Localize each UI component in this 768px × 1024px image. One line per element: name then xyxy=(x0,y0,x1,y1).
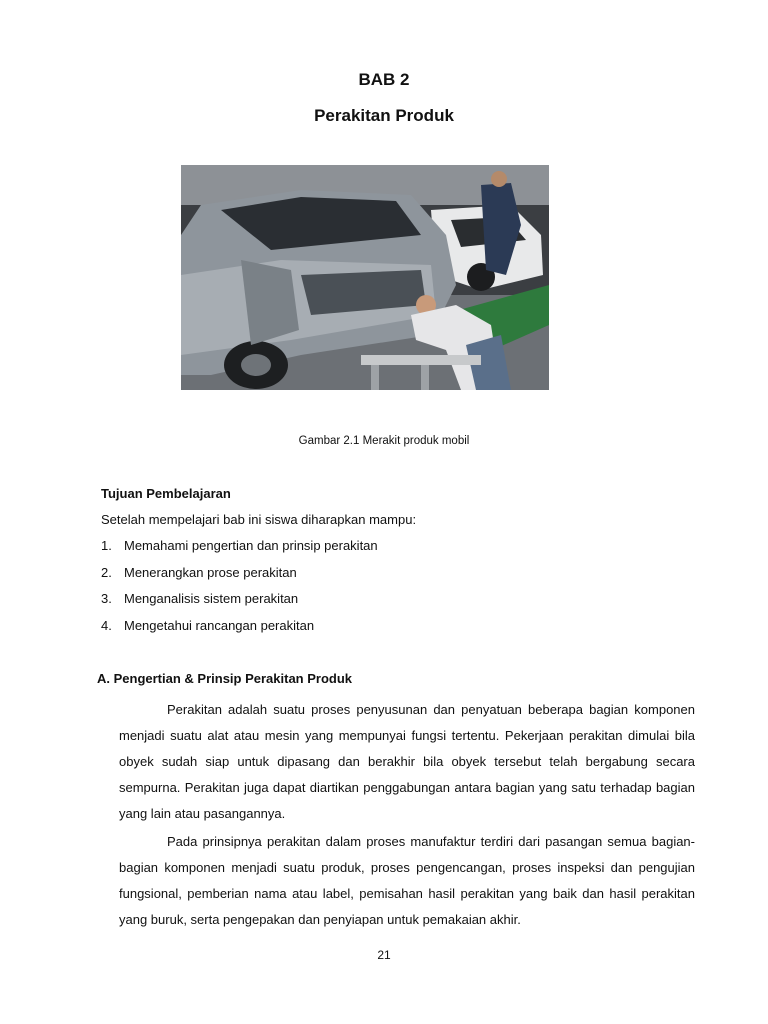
car-assembly-photo xyxy=(181,165,549,390)
objectives-heading: Tujuan Pembelajaran xyxy=(101,486,231,501)
chapter-label: BAB 2 xyxy=(358,70,410,89)
chapter-title: Perakitan Produk xyxy=(314,106,454,125)
list-item-number: 3. xyxy=(101,591,112,606)
objectives-intro: Setelah mempelajari bab ini siswa diharapkan mampu: xyxy=(101,512,417,527)
paragraph-principle: Pada prinsipnya perakitan dalam proses manufaktur terdiri dari pasangan semua bagian-bagian komponen menjadi suatu produk, proses pengencangan, proses inspeksi dan pengujian fungsional, pemberian nama atau label, pemisahan hasil perakitan yang baik dan hasil perakitan yang buruk, serta pengepakan dan penyiapan untuk pemakaian akhir. xyxy=(119,834,695,927)
paragraph-definition: Perakitan adalah suatu proses penyusunan dan penyatuan beberapa bagian komponen menjadi suatu alat atau mesin yang mempunyai fungsi tertentu. Pekerjaan perakitan dimulai bila obyek sudah siap untuk dipasang dan berakhir bila obyek tersebut telah bergabung secara sempurna. Perakitan juga dapat diartikan penggabungan antara bagian yang satu terhadap bagian yang lain atau pasangannya. xyxy=(119,702,695,821)
figure-caption: Gambar 2.1 Merakit produk mobil xyxy=(298,435,470,447)
list-item xyxy=(101,591,378,618)
list-item-number: 4. xyxy=(101,617,112,633)
list-item-number: 1. xyxy=(101,538,112,553)
list-item-text: Memahami pengertian dan prinsip perakitan xyxy=(124,538,378,553)
list-item-text: Mengetahui rancangan perakitan xyxy=(124,617,315,633)
list-item-text: Menerangkan prose perakitan xyxy=(124,564,297,580)
list-item xyxy=(101,618,378,645)
section-heading: A. Pengertian & Prinsip Perakitan Produk xyxy=(97,671,353,686)
objectives-list xyxy=(101,538,378,644)
list-item xyxy=(101,538,378,565)
page-number: 21 xyxy=(377,948,391,962)
list-item xyxy=(101,565,378,592)
list-item-text: Menganalisis sistem perakitan xyxy=(124,591,299,606)
list-item-number: 2. xyxy=(101,564,112,580)
